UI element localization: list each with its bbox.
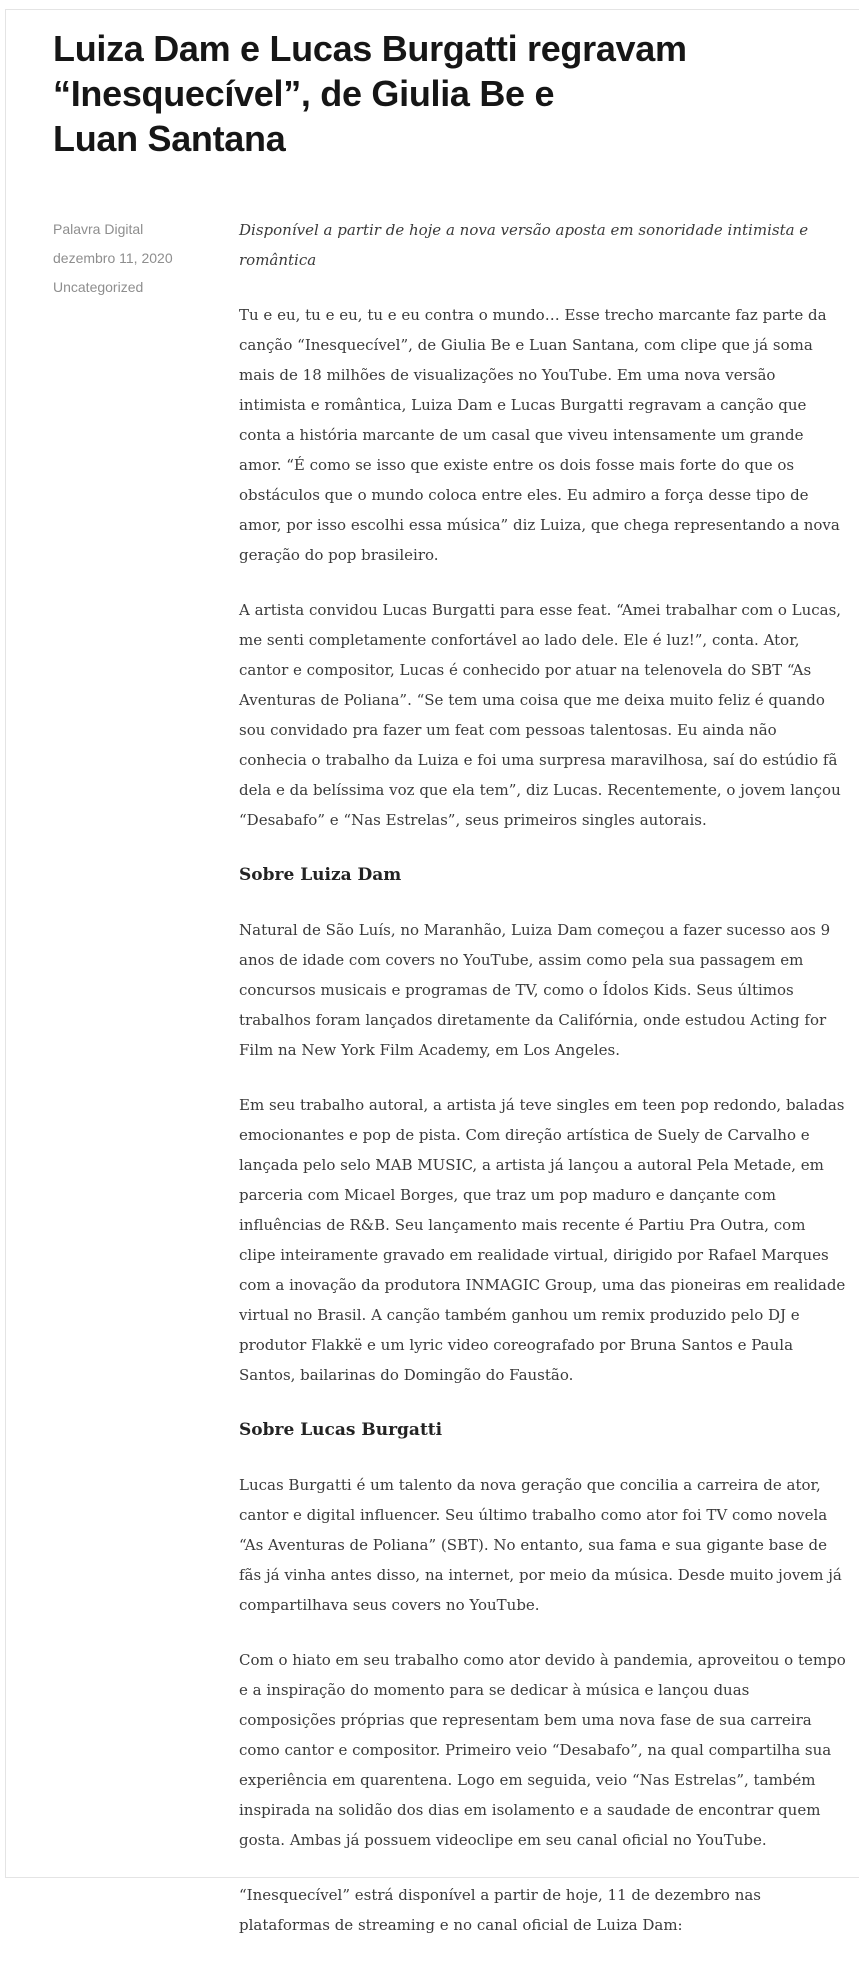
section-heading-luiza-dam: Sobre Luiza Dam [239,865,402,885]
section-heading-lucas-burgatti: Sobre Lucas Burgatti [239,1420,443,1440]
post-title-line-1: Luiza Dam e Lucas Burgatti regravam [53,28,687,69]
blog-post-card [5,9,859,1934]
paragraph-feat: A artista convidou Lucas Burgatti para esse feat. “Amei trabalhar com o Lucas, me senti completamente confortável ao lado dele. Ele é luz!”, conta. Ator, cantor e compositor, Lucas é conhecido por atuar na telenovela do SBT “As Aventuras de Poliana”. “Se tem uma coisa que me deixa muito feliz é quando sou convidado pra fazer um feat com pessoas talentosas. Eu ainda não conhecia o trabalho da Luiza e foi uma surpresa maravilhosa, saí do estúdio fã dela e da belíssima voz que ela tem”, diz Lucas. Recentemente, o jovem lançou “Desabafo” e “Nas Estrelas”, seus primeiros singles autorais. [239,601,842,829]
category-link[interactable]: Uncategorized [53,279,144,295]
post-meta [53,215,239,302]
post-content [239,215,846,1965]
post-title-line-2: “Inesquecível”, de Giulia Be e [53,73,555,114]
lead-paragraph: Disponível a partir de hoje a nova versão aposta em sonoridade intimista e romântica [239,221,809,269]
post-body-grid [53,215,859,1965]
post-date-link[interactable]: dezembro 11, 2020 [53,250,173,266]
paragraph-intro: Tu e eu, tu e eu, tu e eu contra o mundo… Esse trecho marcante faz parte da canção “Inesquecível”, de Giulia Be e Luan Santana, com clipe que já soma mais de 18 milhões de visualizações no YouTube. Em uma nova versão intimista e romântica, Luiza Dam e Lucas Burgatti regravam a canção que conta a história marcante de um casal que viveu intensamente um grande amor. “É como se isso que existe entre os dois fosse mais forte do que os obstáculos que o mundo coloca entre eles. Eu admiro a força desse tipo de amor, por isso escolhi essa música” diz Luiza, que chega representando a nova geração do pop brasileiro. [239,306,840,564]
paragraph-lucas-bio-1: Lucas Burgatti é um talento da nova geração que concilia a carreira de ator, cantor e digital influencer. Seu último trabalho como ator foi TV como novela “As Aventuras de Poliana” (SBT). No entanto, sua fama e sua gigante base de fãs já vinha antes disso, na internet, por meio da música. Desde muito jovem já compartilhava seus covers no YouTube. [239,1476,842,1614]
paragraph-release-info: “Inesquecível” estrá disponível a partir de hoje, 11 de dezembro nas plataformas de streaming e no canal oficial de Luiza Dam: [239,1886,761,1934]
paragraph-luiza-bio-2: Em seu trabalho autoral, a artista já teve singles em teen pop redondo, baladas emocionantes e pop de pista. Com direção artística de Suely de Carvalho e lançada pelo selo MAB MUSIC, a artista já lançou a autoral Pela Metade, em parceria com Micael Borges, que traz um pop maduro e dançante com influências de R&B. Seu lançamento mais recente é Partiu Pra Outra, com clipe inteiramente gravado em realidade virtual, dirigido por Rafael Marques com a inovação da produtora INMAGIC Group, uma das pioneiras em realidade virtual no Brasil. A canção também ganhou um remix produzido pelo DJ e produtor Flakkë e um lyric video coreografado por Bruna Santos e Paula Santos, bailarinas do Domingão do Faustão. [239,1096,846,1384]
post-title-line-3: Luan Santana [53,118,286,159]
author-link[interactable]: Palavra Digital [53,221,144,237]
paragraph-luiza-bio-1: Natural de São Luís, no Maranhão, Luiza Dam começou a fazer sucesso aos 9 anos de idade com covers no YouTube, assim como pela sua passagem em concursos musicais e programas de TV, como o Ídolos Kids. Seus últimos trabalhos foram lançados diretamente da Califórnia, onde estudou Acting for Film na New York Film Academy, em Los Angeles. [239,921,831,1059]
post-title [53,26,859,161]
paragraph-lucas-bio-2: Com o hiato em seu trabalho como ator devido à pandemia, aproveitou o tempo e a inspiração do momento para se dedicar à música e lançou duas composições próprias que representam bem uma nova fase de sua carreira como cantor e compositor. Primeiro veio “Desabafo”, na qual compartilha sua experiência em quarentena. Logo em seguida, veio “Nas Estrelas”, também inspirada na solidão dos dias em isolamento e a saudade de encontrar quem gosta. Ambas já possuem videoclipe em seu canal oficial no YouTube. [239,1651,846,1849]
